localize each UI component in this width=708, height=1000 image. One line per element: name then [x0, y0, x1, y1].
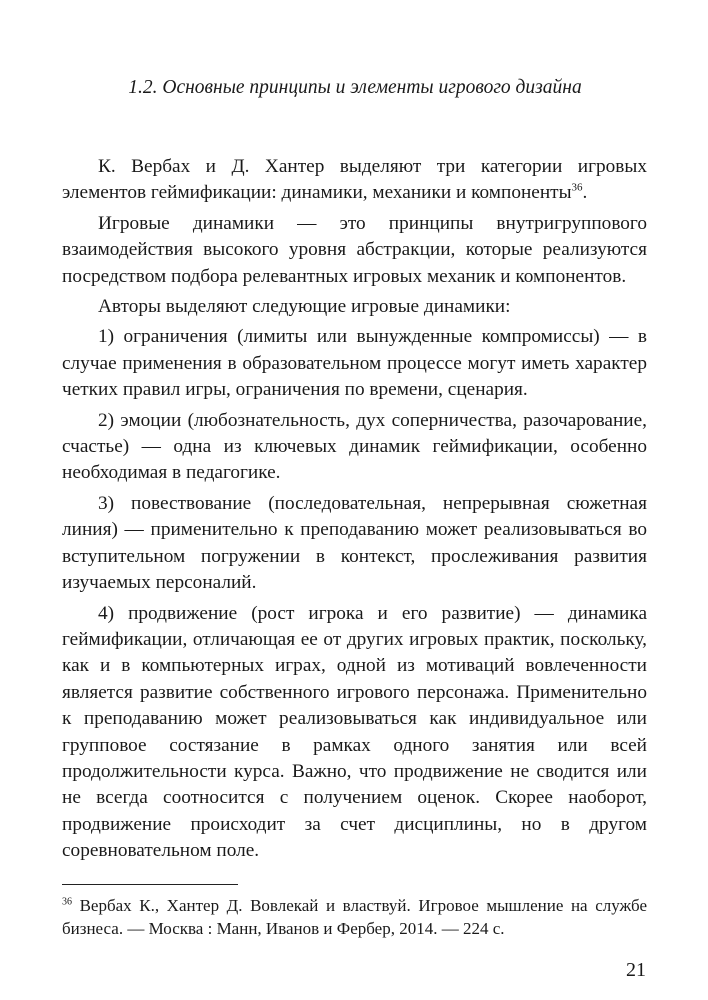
footnote-number: 36	[62, 896, 72, 908]
footnote-divider	[62, 884, 238, 885]
body-text	[62, 154, 647, 869]
list-item-narrative: 3) повествование (последовательная, непрерывная сюжетная линия) — применительно к преподаванию может реализовываться во вступительном погружении в контекст, прослеживания развития изучаемых персоналий.	[62, 492, 647, 594]
footnote-text: Вербах К., Хантер Д. Вовлекай и властвуй. Игровое мышление на службе бизнеса. — Москва : Манн, Иванов и Фербер, 2014. — 224 с.	[62, 896, 647, 938]
list-item-constraints: 1) ограничения (лимиты или вынужденные компромиссы) — в случае применения в образовательном процессе могут иметь характер четких правил игры, ограничения по времени, сценария.	[62, 326, 647, 401]
page-number: 21	[626, 959, 646, 981]
list-item-progression: 4) продвижение (рост игрока и его развитие) — динамика геймификации, отличающая ее от других игровых практик, поскольку, как и в компьютерных играх, одной из мотиваций вовлеченности является развитие собственного игрового персонажа. Применительно к преподаванию может реализовываться как индивидуальное или групповое состязание в рамках одного занятия или всей продолжительности курса. Важно, что продвижение не сводится или не всегда соотносится с получением оценок. Скорее наоборот, продвижение происходит за счет дисциплины, но в другом соревновательном поле.	[62, 602, 647, 862]
paragraph-intro: К. Вербах и Д. Хантер выделяют три категории игровых элементов геймификации: динамики, механики и компоненты$^{36}$.	[62, 156, 647, 204]
section-heading: 1.2. Основные принципы и элементы игрового дизайна	[128, 77, 582, 98]
footnote	[62, 894, 647, 940]
footnote-reference[interactable]: 36	[571, 181, 583, 194]
paragraph-dynamics-definition: Игровые динамики — это принципы внутригруппового взаимодействия высокого уровня абстракции, которые реализуются посредством подбора релевантных игровых механик и компонентов.	[62, 212, 647, 287]
list-item-emotions: 2) эмоции (любознательность, дух соперничества, разочарование, счастье) — одна из ключевых динамик геймификации, особенно необходимая в педагогике.	[62, 409, 647, 484]
paragraph-list-intro: Авторы выделяют следующие игровые динамики:	[98, 296, 511, 318]
